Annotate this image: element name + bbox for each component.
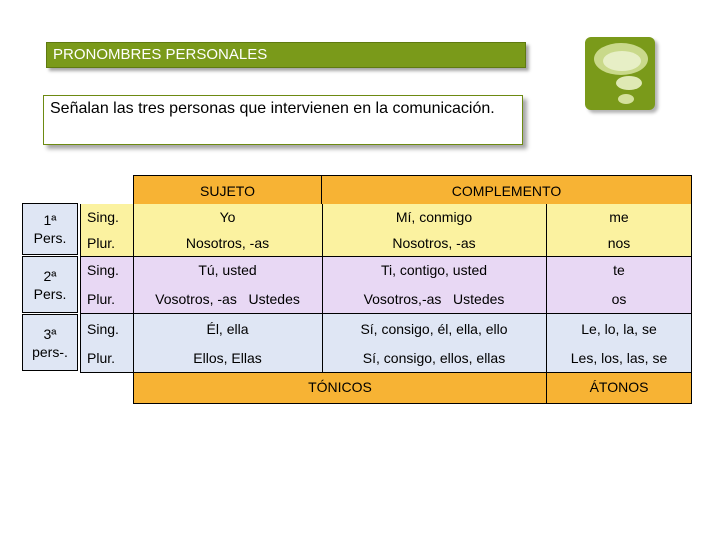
row-6-sujeto (133, 343, 322, 372)
person-3-text: 3ª pers-. (32, 325, 68, 360)
row-5-number (80, 314, 133, 343)
row-5-number-text: Sing. (87, 320, 119, 337)
row-2-atono-text: nos (607, 235, 631, 251)
row-2-atono (546, 230, 692, 256)
intro-text: Señalan las tres personas que intervienen en la comunicación. (50, 100, 495, 117)
row-1-atono-text: me (609, 209, 629, 225)
grid-line (133, 204, 134, 372)
row-4-number-text: Plur. (87, 290, 116, 307)
person-2-text: 2ª Pers. (33, 267, 67, 302)
person-1-text: 1ª Pers. (33, 212, 67, 246)
row-4-tonico-text: Vosotros,-as Ustedes (363, 290, 505, 307)
row-5-sujeto-text: Él, ella (206, 320, 249, 337)
footer-atonos-label: ÁTONOS (589, 379, 649, 395)
row-1-sujeto (133, 204, 322, 230)
row-1-tonico (322, 204, 546, 230)
row-4-number (80, 284, 133, 313)
footer-atonos (546, 372, 692, 404)
row-2-sujeto-text: Nosotros, -as (185, 235, 270, 251)
grid-line (80, 372, 692, 373)
row-4-atono-text: os (611, 290, 627, 307)
header-sujeto-label: SUJETO (200, 182, 255, 199)
row-4-tonico (322, 284, 546, 313)
row-5-atono (546, 314, 692, 343)
row-6-atono-text: Les, los, las, se (570, 349, 668, 366)
grid-line (691, 204, 692, 372)
row-4-atono (546, 284, 692, 313)
row-3-number (80, 256, 133, 284)
row-5-tonico-text: Sí, consigo, él, ella, ello (360, 320, 508, 337)
person-1-label (22, 203, 78, 255)
grid-line (322, 204, 323, 372)
footer-tonicos (133, 372, 547, 404)
row-1-atono (546, 204, 692, 230)
row-2-tonico (322, 230, 546, 256)
row-3-tonico (322, 256, 546, 284)
row-1-number (80, 204, 133, 230)
header-sujeto (133, 175, 322, 206)
row-3-atono (546, 256, 692, 284)
row-3-tonico-text: Ti, contigo, usted (380, 262, 488, 278)
row-2-sujeto (133, 230, 322, 256)
row-6-tonico-text: Sí, consigo, ellos, ellas (362, 349, 506, 366)
person-3-label (22, 314, 78, 371)
row-3-sujeto-text: Tú, usted (198, 262, 257, 278)
row-4-sujeto-text: Vosotros, -as Ustedes (155, 290, 300, 307)
row-1-number-text: Sing. (87, 209, 119, 225)
row-1-sujeto-text: Yo (219, 209, 236, 225)
row-3-number-text: Sing. (87, 262, 119, 278)
row-6-number-text: Plur. (87, 349, 116, 366)
footer-tonicos-label: TÓNICOS (308, 379, 372, 395)
row-3-atono-text: te (613, 262, 625, 278)
row-5-atono-text: Le, lo, la, se (581, 320, 657, 337)
grid-line (80, 313, 692, 314)
row-1-tonico-text: Mí, conmigo (395, 209, 473, 225)
person-2-label (22, 256, 78, 313)
row-5-tonico (322, 314, 546, 343)
header-complemento-label: COMPLEMENTO (451, 182, 562, 199)
row-2-number-text: Plur. (87, 235, 116, 251)
row-3-sujeto (133, 256, 322, 284)
row-2-number (80, 230, 133, 256)
grid-line (546, 204, 547, 372)
row-6-number (80, 343, 133, 372)
header-complemento (321, 175, 692, 206)
row-6-tonico (322, 343, 546, 372)
page-title: PRONOMBRES PERSONALES (53, 46, 268, 63)
grid-line (80, 256, 692, 257)
grid-line (80, 204, 81, 372)
row-2-tonico-text: Nosotros, -as (392, 235, 476, 251)
row-6-atono (546, 343, 692, 372)
row-5-sujeto (133, 314, 322, 343)
row-4-sujeto (133, 284, 322, 313)
row-6-sujeto-text: Ellos, Ellas (193, 349, 262, 366)
